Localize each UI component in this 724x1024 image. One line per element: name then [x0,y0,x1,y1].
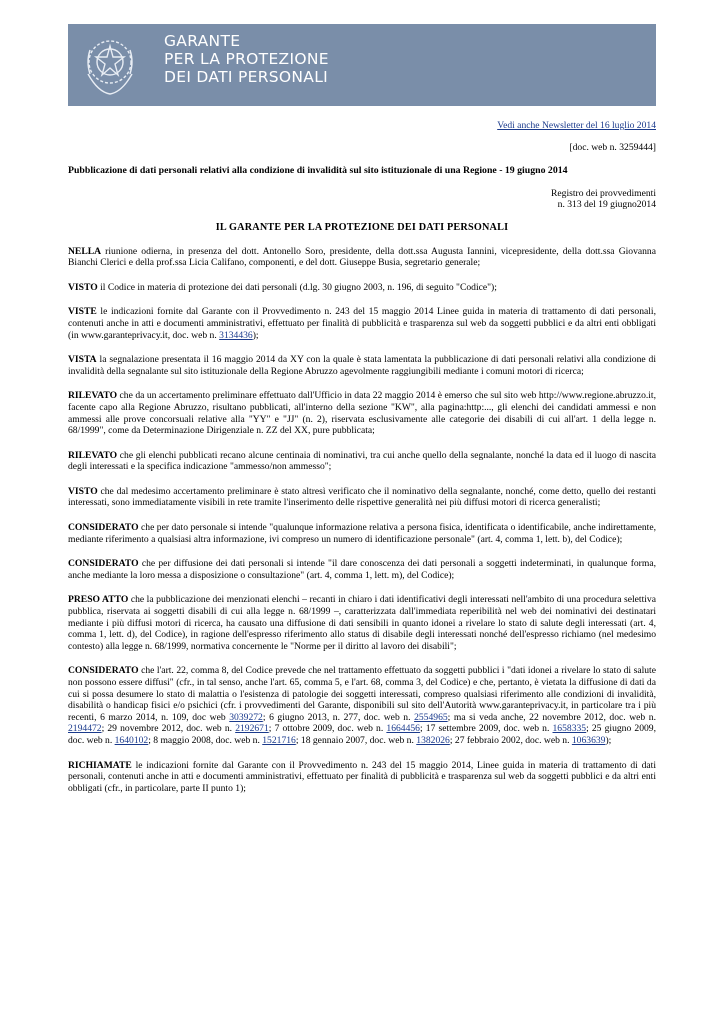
doc-link-2192671[interactable]: 2192671 [235,723,269,735]
doc-link-1382026[interactable]: 1382026 [416,734,450,746]
document-body [68,120,656,794]
doc-link-1521716[interactable]: 1521716 [262,734,296,746]
doc-link-2554965[interactable]: 2554965 [414,711,448,723]
newsletter-link[interactable]: Vedi anche Newsletter del 16 luglio 2014 [497,120,656,131]
paragraph-7: VISTO che dal medesimo accertamento preliminare è stato altresì verificato che il nominativo della segnalante, nonché, come detto, quello dei restanti interessati, sono immediatamente visibili in rete tramite l'inserimento delle rispettive generalità nei più diffusi motori di ricerca generalisti; [68,485,656,509]
doc-link-1664456[interactable]: 1664456 [386,723,420,735]
main-heading: IL GARANTE PER LA PROTEZIONE DEI DATI PERSONALI [215,221,509,233]
doc-web-id: [doc. web n. 3259444] [569,141,656,153]
republic-emblem-icon [78,30,142,98]
paragraph-9: CONSIDERATO che per diffusione dei dati personali si intende "il dare conoscenza dei dati personali a soggetti indeterminati, in qualunque forma, anche mediante la loro messa a disposizione o consultazione" (art. 4, comma 1, lett. m), del Codice); [68,558,656,581]
doc-link-3134436[interactable]: 3134436 [219,329,253,341]
paragraph-10: PRESO ATTO che la pubblicazione dei menzionati elenchi – recanti in chiaro i dati identificativi degli interessati nell'ambito di una procedura selettiva pubblica, riservata ai soggetti disabili di cui alla legge n. 68/1999 –, caratterizzata dall'immediata reperibilità nel web dei nominativi dei destinatari mediante i più diffusi motori di ricerca, ha causato una diffusione di dati sensibili in quanto idonei a rivelare lo stato di salute degli interessati (art. 4, comma 1, lett. d), del Codice), in ragione dell'espresso riferimento allo status di disabile degli interessati nonché dell'espresso richiamo (nel medesimo contesto) alla legge n. 68/1999, normativa concernente le "Norme per il diritto al lavoro dei disabili"; [68,594,656,652]
brand-line-3: DEI DATI PERSONALI [164,68,329,86]
brand-line-2: PER LA PROTEZIONE [164,50,329,68]
paragraph-2: VISTO il Codice in materia di protezione dei dati personali (d.lg. 30 giugno 2003, n. 196, di seguito "Codice"); [68,281,497,293]
doc-link-1658335[interactable]: 1658335 [552,723,587,735]
paragraph-6: RILEVATO che gli elenchi pubblicati recano alcune centinaia di nominativi, tra cui anche quello della segnalante, nonché la data ed il luogo di nascita degli interessati e la specifica indicazione "ammesso/non ammesso"; [68,449,656,473]
paragraph-4: VISTA la segnalazione presentata il 16 maggio 2014 da XY con la quale è stata lamentata la pubblicazione di dati personali relativi alla condizione di invalidità della segnalante sul sito istituzionale della Regione Abruzzo agevolmente raggiungibili mediante i comuni motori di ricerca; [68,354,656,377]
doc-link-2194472[interactable]: 2194472 [68,723,102,735]
header-band [68,24,656,106]
paragraph-12: RICHIAMATE le indicazioni fornite dal Garante con il Provvedimento n. 243 del 15 maggio 2014, Linee guida in materia di trattamento di dati personali, contenuti anche in atti e documenti amministrativi, effettuato per finalità di pubblicità e trasparenza sul web da soggetti pubblici e da altri enti obbligati (cfr., in particolare, parte II punto 1); [68,759,656,794]
paragraph-11: CONSIDERATO che l'art. 22, comma 8, del Codice prevede che nel trattamento effettuato da soggetti pubblici i "dati idonei a rivelare lo stato di salute non possono essere diffusi" (cfr., in tal senso, anche l'art. 65, comma 5, e l'art. 68, comma 3, del Codice) e che, pertanto, è vietata la diffusione di dati da cui si possa desumere lo stato di malattia o l'esistenza di patologie dei soggetti interessati, compreso qualsiasi riferimento alle condizioni di invalidità, disabilità o handicap fisici e/o psichici (cfr. i provvedimenti del Garante, disponibili sul sito dell'Autorità www.garanteprivacy.it, in particolare tra i più recenti, 6 marzo 2014, n. 109, doc web 3039272; 6 giugno 2013, n. 277, doc. web n. 2554965; ma si veda anche, 22 novembre 2012, doc. web n. 2194472; 29 novembre 2012, doc. web n. 2192671; 7 ottobre 2009, doc. web n. 1664456; 17 settembre 2009, doc. web n. 1658335; 25 giugno 2009, doc. web n. 1640102; 8 maggio 2008, doc. web n. 1521716; 18 gennaio 2007, doc. web n. 1382026; 27 febbraio 2002, doc. web n. 1063639); [68,665,656,746]
registry-line-2: n. 313 del 19 giugno2014 [557,199,656,211]
brand-line-1: GARANTE [164,32,241,50]
brand-title [164,32,329,86]
paragraph-8: CONSIDERATO che per dato personale si intende "qualunque informazione relativa a persona fisica, identificata o identificabile, anche indirettamente, mediante riferimento a qualsiasi altra informazione, ivi compreso un numero di identificazione personale" (art. 4, comma 1, lett. b), del Codice); [68,522,656,545]
registry-line-1: Registro dei provvedimenti [551,187,656,199]
paragraph-1: NELLA riunione odierna, in presenza del dott. Antonello Soro, presidente, della dott.ssa Augusta Iannini, vicepresidente, della dott.ssa Giovanna Bianchi Clerici e della prof.ssa Licia Califano, componenti, e del dott. Giuseppe Busia, segretario generale; [68,245,656,269]
doc-title: Pubblicazione di dati personali relativi alla condizione di invalidità sul sito istituzionale di una Regione - 19 giugno 2014 [68,165,568,177]
doc-link-1640102[interactable]: 1640102 [114,734,149,746]
doc-link-3039272[interactable]: 3039272 [229,711,263,723]
paragraph-3: VISTE le indicazioni fornite dal Garante con il Provvedimento n. 243 del 15 maggio 2014 Linee guida in materia di trattamento di dati personali, contenuti anche in atti e documenti amministrativi, effettuato per finalità di pubblicità e trasparenza sul web da soggetti pubblici e da altri enti obbligati (in www.garanteprivacy.it, doc. web n. 3134436); [68,306,656,341]
paragraph-5: RILEVATO che da un accertamento preliminare effettuato dall'Ufficio in data 22 maggio 2014 è emerso che sul sito web http://www.regione.abruzzo.it, facente capo alla Regione Abruzzo, risultano pubblicati, all'interno della sezione "KW", alla pagina:http:..., gli elenchi dei candidati ammessi e non ammessi alle prove concorsuali relative alla "YY" e "JJ" (n. 2), riservata esclusivamente alle categorie dei disabili di cui all'art. 1 della legge n. 68/1999", come da Determinazione Dirigenziale n. ZZ del XX, pure pubblicata; [68,390,656,437]
doc-link-1063639[interactable]: 1063639 [571,734,606,746]
